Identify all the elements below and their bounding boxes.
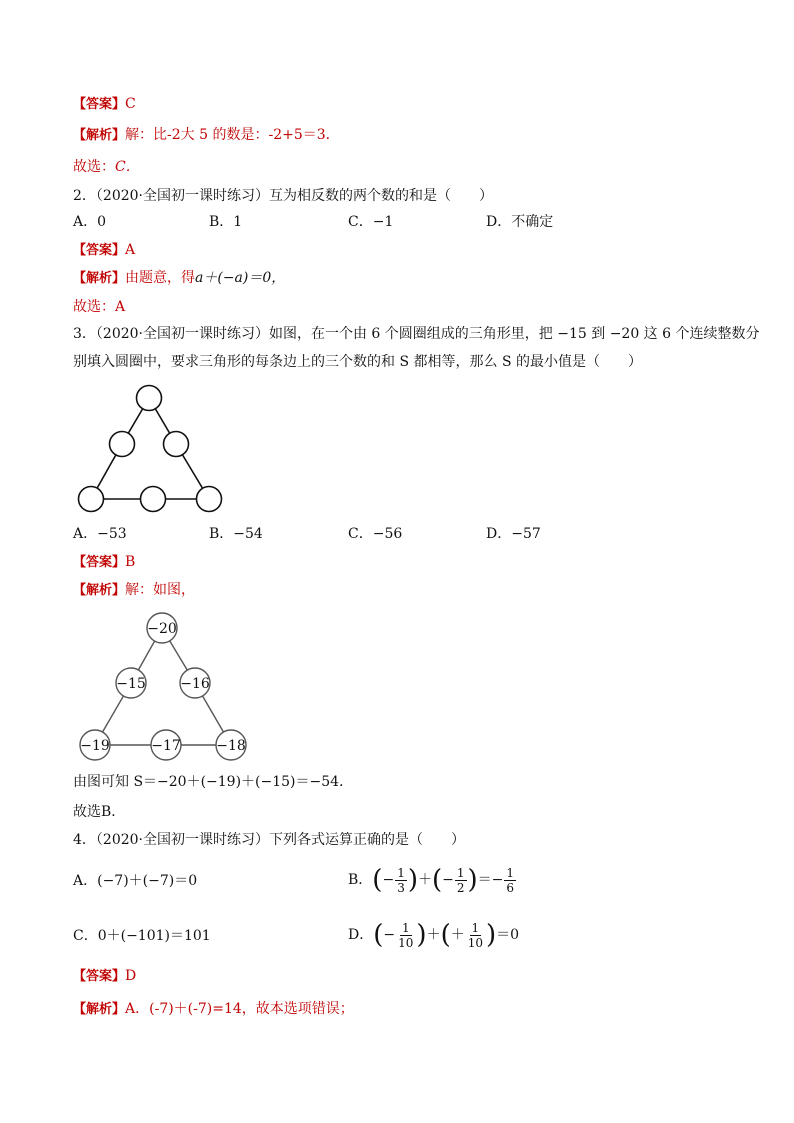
q3-stem-line1: 3．（2020·全国初一课时练习）如图，在一个由 6 个圆圈组成的三角形里，把 −15 到 −20 这 6 个连续整数分 bbox=[73, 326, 760, 342]
answer-tag: 【答案】 bbox=[73, 555, 126, 570]
value-top: −20 bbox=[147, 621, 177, 637]
answer-value: C bbox=[125, 96, 136, 112]
circle-bottom-mid bbox=[141, 487, 166, 512]
analysis-tag: 【解析】 bbox=[73, 583, 126, 598]
answer-value: D bbox=[125, 968, 137, 984]
q4-stem: 4．（2020·全国初一课时练习）下列各式运算正确的是（ ） bbox=[73, 832, 465, 848]
answer-tag: 【答案】 bbox=[73, 97, 126, 112]
answer-value: B bbox=[125, 554, 136, 570]
q2-answer-line bbox=[73, 240, 135, 261]
option-label: D． bbox=[348, 927, 374, 943]
q4-option-c: C．0＋(−101)＝101 bbox=[73, 928, 211, 944]
q3-analysis-line bbox=[73, 580, 195, 601]
value-bottom-mid: −17 bbox=[151, 738, 181, 754]
circle-top bbox=[137, 386, 162, 411]
q3-option-a: A．−53 bbox=[73, 526, 127, 542]
q2-option-c: C．−1 bbox=[348, 214, 394, 230]
q2-option-a: A．0 bbox=[73, 214, 107, 230]
q4-option-a: A．(−7)＋(−7)＝0 bbox=[73, 873, 198, 889]
q1-analysis-line bbox=[73, 125, 340, 146]
analysis-tag: 【解析】 bbox=[73, 128, 126, 143]
q4-option-d: D．(− $\frac{1}{10}$ )＋(＋ $\frac{1}{10}$ )＝0 bbox=[348, 920, 520, 950]
analysis-text: 解：如图， bbox=[125, 582, 196, 598]
analysis-tag: 【解析】 bbox=[73, 271, 126, 286]
analysis-text: 由题意，得 bbox=[125, 270, 196, 286]
circle-mid-left bbox=[110, 432, 135, 457]
q2-choose-line bbox=[73, 297, 125, 317]
q3-stem-line2: 别填入圆圈中，要求三角形的每条边上的三个数的和 S 都相等，那么 S 的最小值是（ ） bbox=[73, 354, 642, 370]
q3-choose: 故选B． bbox=[73, 804, 126, 820]
circle-bottom-left bbox=[79, 487, 104, 512]
q4-analysis-line bbox=[73, 999, 354, 1020]
q3-option-b: B．−54 bbox=[209, 526, 263, 542]
q3-conclusion: 由图可知 S＝−20＋(−19)＋(−15)＝−54． bbox=[73, 774, 354, 790]
q2-stem: 2．（2020·全国初一课时练习）互为相反数的两个数的和是（ ） bbox=[73, 188, 493, 204]
choose-value: A bbox=[115, 299, 126, 315]
choose-prefix: 故选： bbox=[73, 159, 115, 175]
analysis-formula: a＋(−a)＝0， bbox=[195, 270, 286, 286]
q2-option-b: B．1 bbox=[209, 214, 243, 230]
q4-option-b: B．(− $\frac{1}{3}$ )＋(− $\frac{1}{2}$ )＝− $\frac{1}{6}$ bbox=[348, 865, 515, 895]
q3-option-d: D．−57 bbox=[486, 526, 541, 542]
analysis-text: A．(-7)＋(-7)=14，故本选项错误； bbox=[125, 1001, 354, 1017]
value-bottom-left: −19 bbox=[80, 738, 110, 754]
choose-prefix: 故选： bbox=[73, 299, 115, 315]
value-mid-left: −15 bbox=[116, 676, 146, 692]
circle-mid-right bbox=[164, 432, 189, 457]
choose-value: C． bbox=[115, 159, 140, 175]
q3-option-c: C．−56 bbox=[348, 526, 403, 542]
analysis-text: 解：比-2大 5 的数是：-2+5＝3． bbox=[125, 127, 340, 143]
q2-analysis-line bbox=[73, 268, 285, 289]
circle-bottom-right bbox=[197, 487, 222, 512]
answer-value: A bbox=[125, 242, 136, 258]
q1-choose-line bbox=[73, 157, 140, 177]
option-label: B． bbox=[348, 872, 373, 888]
value-bottom-right: −18 bbox=[216, 738, 246, 754]
value-mid-right: −16 bbox=[180, 676, 210, 692]
answer-tag: 【答案】 bbox=[73, 243, 126, 258]
triangle-figure-blank bbox=[70, 380, 230, 520]
triangle-figure-filled bbox=[74, 610, 254, 764]
q3-answer-line bbox=[73, 552, 135, 573]
q2-option-d: D．不确定 bbox=[486, 214, 554, 230]
q1-answer-line bbox=[73, 94, 136, 115]
analysis-tag: 【解析】 bbox=[73, 1002, 126, 1017]
answer-tag: 【答案】 bbox=[73, 969, 126, 984]
q4-answer-line bbox=[73, 966, 136, 987]
